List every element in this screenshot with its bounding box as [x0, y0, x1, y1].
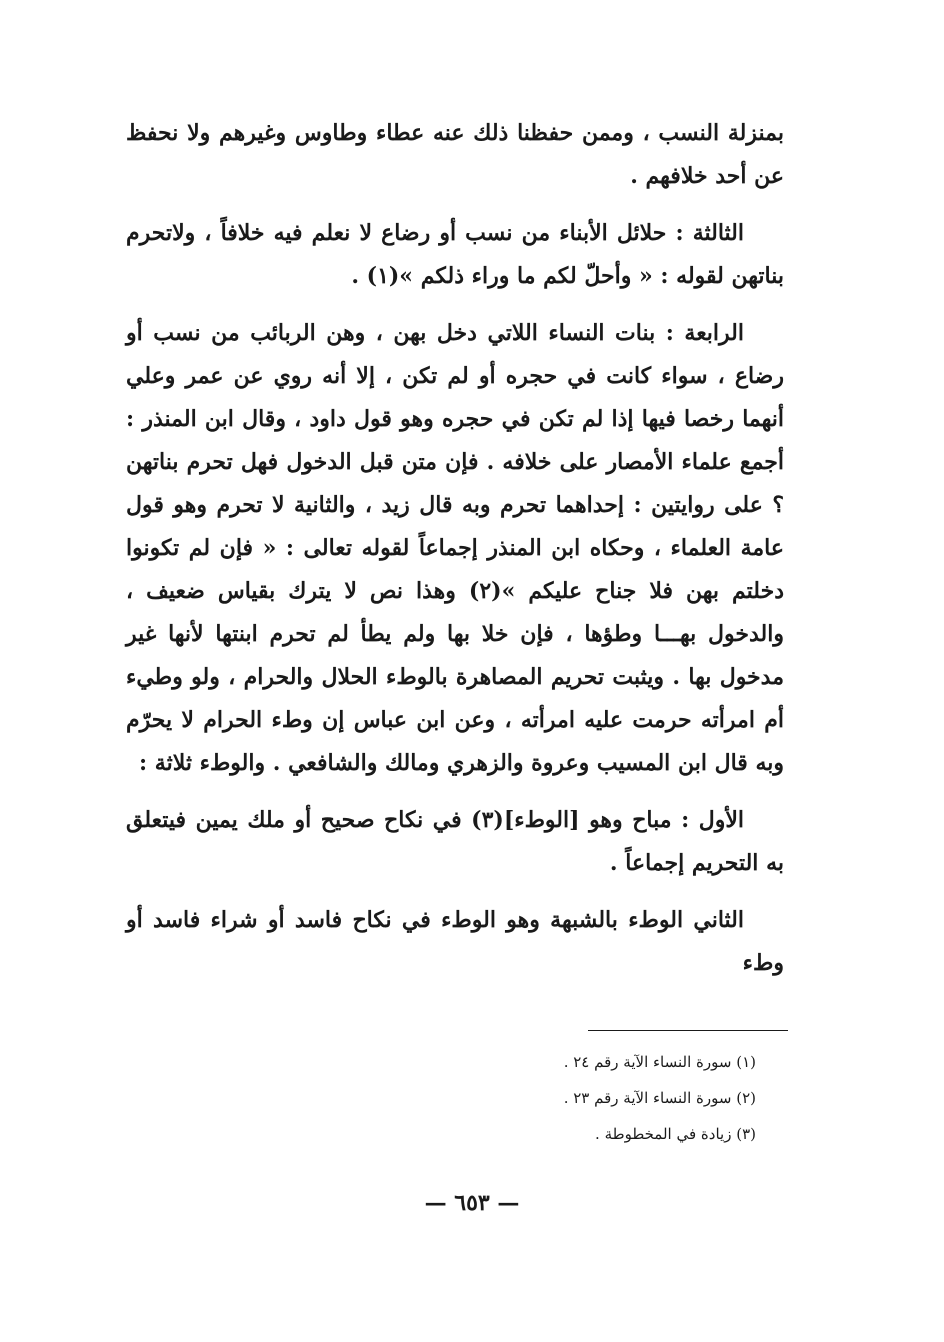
main-text: [126, 112, 784, 985]
page-number: — ٦٥٣ —: [424, 1190, 520, 1216]
footnotes: [400, 1044, 756, 1152]
paragraph-second-type: الثاني الوطء بالشبهة وهو الوطء في نكاح فاسد أو شراء فاسد أو وطء: [126, 907, 784, 976]
footnote-divider: [588, 1030, 788, 1031]
footnote-1: (١) سورة النساء الآية رقم ٢٤ .: [563, 1053, 756, 1071]
footnote-3: (٣) زيادة في المخطوطة .: [595, 1125, 756, 1143]
paragraph-fourth: الرابعة : بنات النساء اللاتي دخل بهن ، وهن الربائب من نسب أو رضاع ، سواء كانت في حجره أو لم تكن ، إلا أنه روي عن عمر وعلي أنهما رخصا فيها إذا لم تكن في حجره وهو قول داود ، وقال ابن المنذر : أجمع علماء الأمصار على خلافه . فإن متن قبل الدخول فهل تحرم بناتهن ؟ على روايتين : إحداهما تحرم وبه قال زيد ، والثانية لا تحرم وهو قول عامة العلماء ، وحكاه ابن المنذر إجماعاً لقوله تعالى : « فإن لم تكونوا دخلتم بهن فلا جناح عليكم »(٢) وهذا نص لا يترك بقياس ضعيف ، والدخول بهـــا وطؤها ، فإن خلا بها ولم يطأ لم تحرم ابنتها لأنها غير مدخول بها . ويثبت تحريم المصاهرة بالوطء الحلال والحرام ، ولو وطيء أم امرأته حرمت عليه امرأته ، وعن ابن عباس إن وطء الحرام لا يحرّم وبه قال ابن المسيب وعروة والزهري ومالك والشافعي . والوطء ثلاثة :: [126, 320, 784, 776]
paragraph-continuation: بمنزلة النسب ، وممن حفظنا ذلك عنه عطاء وطاوس وغيرهم ولا نحفظ عن أحد خلافهم .: [126, 120, 784, 189]
footnote-2: (٢) سورة النساء الآية رقم ٢٣ .: [563, 1089, 756, 1107]
paragraph-third: الثالثة : حلائل الأبناء من نسب أو رضاع لا نعلم فيه خلافاً ، ولاتحرم بناتهن لقوله : « وأحلّ لكم ما وراء ذلكم »(١) .: [126, 220, 784, 289]
paragraph-first-type: الأول : مباح وهو [الوطء](٣) في نكاح صحيح أو ملك يمين فيتعلق به التحريم إجماعاً .: [126, 807, 784, 876]
